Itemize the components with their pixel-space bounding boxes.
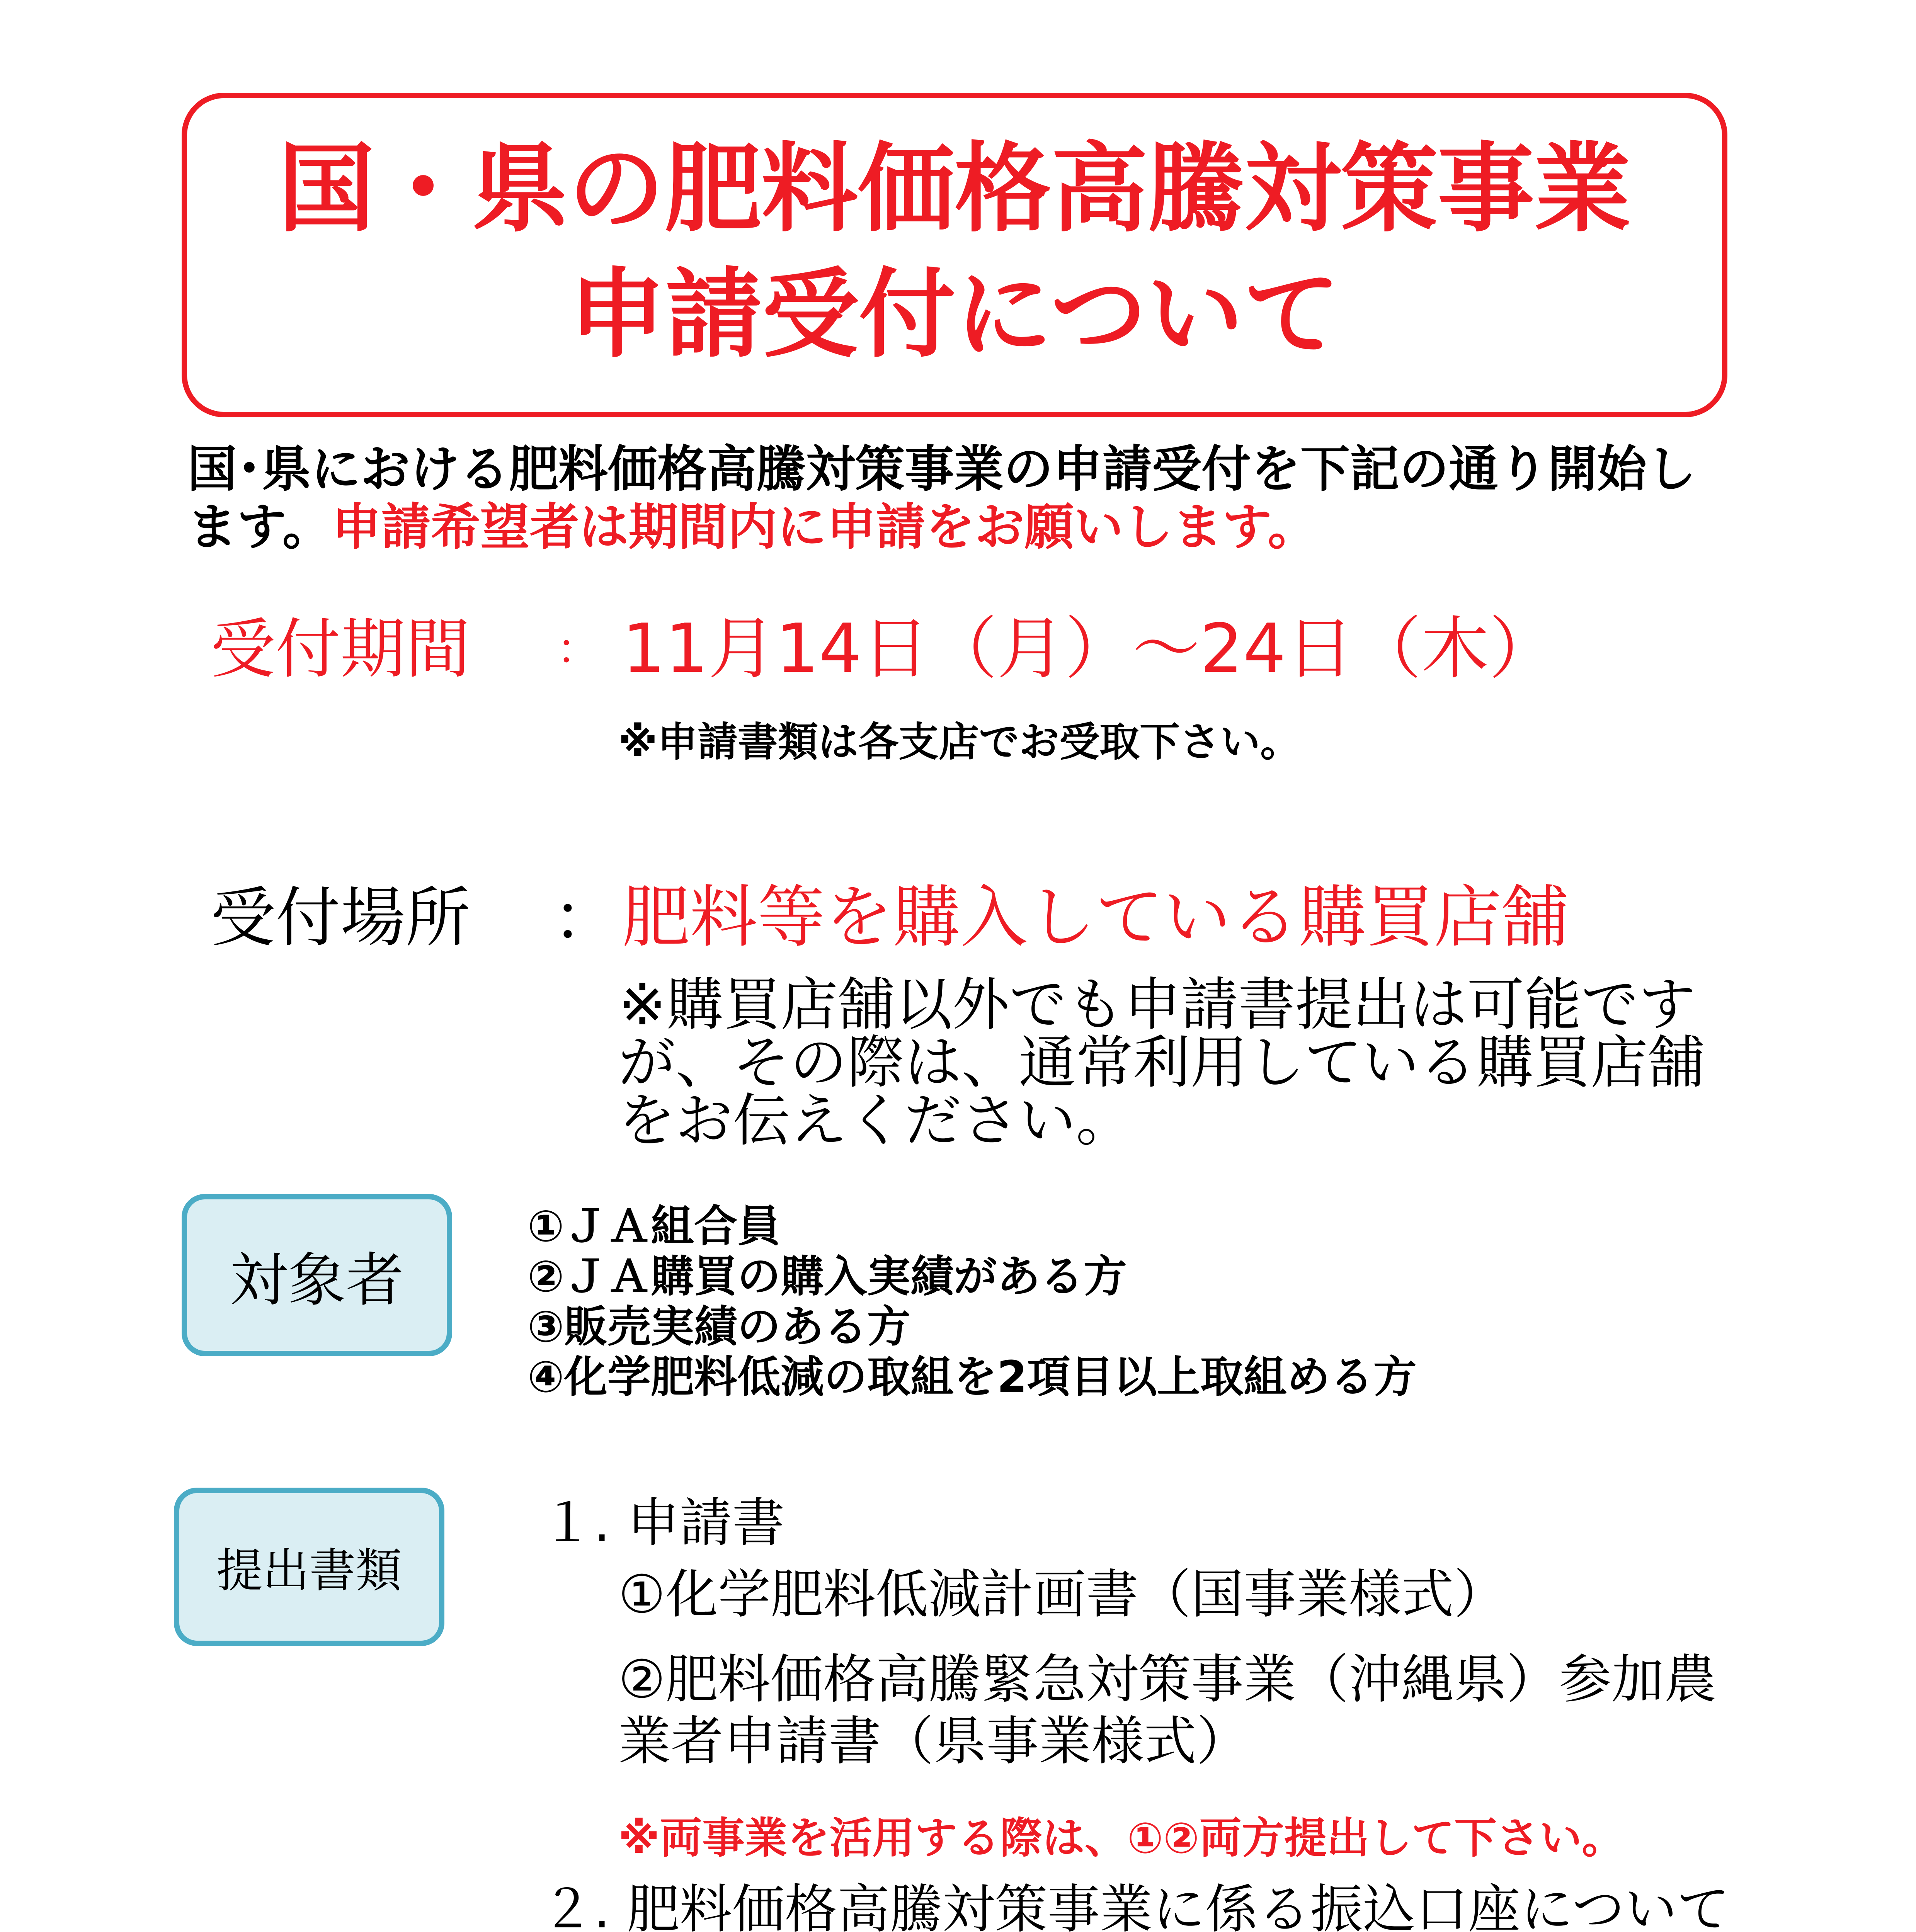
eligibility-badge [182, 1194, 452, 1356]
period-colon: ： [556, 624, 599, 674]
page-title-line-2: 申請受付について [569, 258, 1340, 371]
place-label: 受付場所 [211, 880, 470, 956]
period-note: ※申請書類は各支店でお受取下さい。 [618, 718, 1301, 765]
documents-badge [174, 1488, 444, 1646]
place-colon: ： [553, 880, 618, 956]
eligibility-item-1: ①ＪＡ組合員 [527, 1201, 781, 1252]
place-value: 肥料等を購入している購買店舗 [622, 878, 1569, 957]
eligibility-item-2: ②ＪＡ購買の購入実績がある方 [527, 1252, 1127, 1302]
intro-text: 国･県における肥料価格高騰対策事業の申請受付を下記の通り開始します。 [187, 440, 1696, 556]
doc-item-1-sub-2-line-2: 業者申請書（県事業様式） [618, 1711, 1249, 1772]
intro-request-text: 申請希望者は期間内に申請をお願いします。 [332, 498, 1317, 556]
doc-item-2: ２. 肥料価格高騰対策事業に係る振込口座について [541, 1879, 1730, 1932]
eligibility-item-4: ④化学肥料低減の取組を2項目以上取組める方 [527, 1352, 1417, 1402]
documents-label: 提出書類 [216, 1544, 402, 1598]
title-box [182, 93, 1727, 417]
page-title-line-1: 国・県の肥料価格高騰対策事業 [278, 133, 1631, 245]
period-label: 受付期間 [211, 611, 470, 687]
intro-paragraph [187, 440, 1733, 556]
doc-item-1-sub-2-line-1: ②肥料価格高騰緊急対策事業（沖縄県）参加農 [618, 1649, 1717, 1710]
eligibility-label: 対象者 [230, 1247, 404, 1314]
eligibility-item-3: ③販売実績のある方 [527, 1302, 910, 1352]
doc-item-1-title: １. 申請書 [541, 1493, 785, 1554]
doc-item-1-sub-1: ①化学肥料低減計画書（国事業様式） [618, 1564, 1506, 1625]
doc-item-1-note: ※両事業を活用する際は、①②両方提出して下さい。 [618, 1813, 1625, 1863]
place-note: ※購買店舗以外でも申請書提出は可能ですが、その際は、通常利用している購買店舗をお伝えください。 [618, 971, 1705, 1154]
period-value: 11月14日（月）～24日（木） [622, 610, 1557, 688]
